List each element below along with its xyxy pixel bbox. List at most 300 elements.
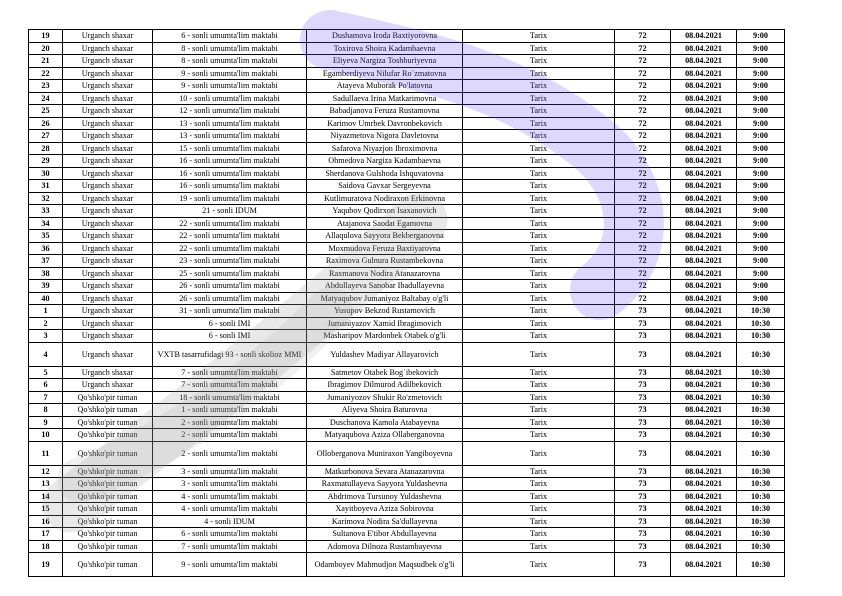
exam-date-cell: 08.04.2021 xyxy=(671,478,737,491)
teacher-name-cell: Ohmedova Nargiza Kadambaevna xyxy=(307,155,463,168)
table-row xyxy=(29,130,785,143)
exam-date-cell: 08.04.2021 xyxy=(671,379,737,392)
exam-time-cell: 9:00 xyxy=(737,205,785,218)
subject-cell: Tarix xyxy=(463,242,615,255)
district-cell: Qo'shko'pir tuman xyxy=(63,540,153,553)
row-number-cell: 12 xyxy=(29,465,63,478)
exam-time-cell: 9:00 xyxy=(737,142,785,155)
teacher-name-cell: Adomova Dilnoza Rustambayevna xyxy=(307,540,463,553)
row-number-cell: 9 xyxy=(29,416,63,429)
exam-date-cell: 08.04.2021 xyxy=(671,42,737,55)
district-cell: Urganch shaxar xyxy=(63,167,153,180)
exam-time-cell: 10:30 xyxy=(737,540,785,553)
district-cell: Urganch shaxar xyxy=(63,230,153,243)
school-cell: 16 - sonli umumta'lim maktabi xyxy=(153,167,307,180)
teacher-name-cell: Xayitboyeva Aziza Sobirovna xyxy=(307,503,463,516)
row-number-cell: 6 xyxy=(29,379,63,392)
group-number-cell: 72 xyxy=(615,130,671,143)
row-number-cell: 31 xyxy=(29,180,63,193)
school-cell: 3 - sonli umumta'lim maktabi xyxy=(153,465,307,478)
table-row xyxy=(29,342,785,366)
row-number-cell: 4 xyxy=(29,342,63,366)
table-row xyxy=(29,105,785,118)
exam-time-cell: 9:00 xyxy=(737,255,785,268)
table-row xyxy=(29,267,785,280)
teacher-name-cell: Duschanova Kamola Atabayevna xyxy=(307,416,463,429)
subject-cell: Tarix xyxy=(463,465,615,478)
subject-cell: Tarix xyxy=(463,305,615,318)
subject-cell: Tarix xyxy=(463,167,615,180)
district-cell: Urganch shaxar xyxy=(63,205,153,218)
subject-cell: Tarix xyxy=(463,42,615,55)
teacher-name-cell: Jumaniyozov Shukir Ro'zmetovich xyxy=(307,391,463,404)
exam-date-cell: 08.04.2021 xyxy=(671,80,737,93)
group-number-cell: 72 xyxy=(615,230,671,243)
row-number-cell: 20 xyxy=(29,42,63,55)
school-cell: VXTB tasarrufidagi 93 - sonli skolioz MMI xyxy=(153,342,307,366)
school-cell: 4 - sonli umumta'lim maktabi xyxy=(153,503,307,516)
subject-cell: Tarix xyxy=(463,317,615,330)
school-cell: 26 - sonli umumta'lim maktabi xyxy=(153,292,307,305)
subject-cell: Tarix xyxy=(463,280,615,293)
row-number-cell: 8 xyxy=(29,404,63,417)
row-number-cell: 10 xyxy=(29,429,63,442)
school-cell: 13 - sonli umumta'lim maktabi xyxy=(153,130,307,143)
teacher-name-cell: Matyaqubov Jumaniyoz Baltabay o'g'li xyxy=(307,292,463,305)
teacher-name-cell: Babadjanova Feruza Rustamovna xyxy=(307,105,463,118)
teacher-name-cell: Masharipov Mardonbek Otabek o'g'li xyxy=(307,330,463,343)
school-cell: 2 - sonli umumta'lim maktabi xyxy=(153,441,307,465)
exam-time-cell: 10:30 xyxy=(737,503,785,516)
teacher-name-cell: Yuldashev Madiyar Allayarovich xyxy=(307,342,463,366)
subject-cell: Tarix xyxy=(463,180,615,193)
exam-date-cell: 08.04.2021 xyxy=(671,217,737,230)
exam-date-cell: 08.04.2021 xyxy=(671,92,737,105)
group-number-cell: 72 xyxy=(615,117,671,130)
school-cell: 7 - sonli umumta'lim maktabi xyxy=(153,540,307,553)
row-number-cell: 1 xyxy=(29,305,63,318)
subject-cell: Tarix xyxy=(463,67,615,80)
row-number-cell: 36 xyxy=(29,242,63,255)
table-row xyxy=(29,280,785,293)
row-number-cell: 5 xyxy=(29,366,63,379)
exam-date-cell: 08.04.2021 xyxy=(671,30,737,43)
row-number-cell: 18 xyxy=(29,540,63,553)
district-cell: Urganch shaxar xyxy=(63,142,153,155)
exam-date-cell: 08.04.2021 xyxy=(671,205,737,218)
exam-time-cell: 10:30 xyxy=(737,379,785,392)
table-row xyxy=(29,330,785,343)
group-number-cell: 72 xyxy=(615,205,671,218)
subject-cell: Tarix xyxy=(463,478,615,491)
exam-date-cell: 08.04.2021 xyxy=(671,55,737,68)
teacher-name-cell: Karimov Umrbek Davronbekovich xyxy=(307,117,463,130)
teacher-name-cell: Olloberganova Muniraxon Yangiboyevna xyxy=(307,441,463,465)
school-cell: 15 - sonli umumta'lim maktabi xyxy=(153,142,307,155)
exam-time-cell: 10:30 xyxy=(737,366,785,379)
exam-date-cell: 08.04.2021 xyxy=(671,342,737,366)
exam-time-cell: 10:30 xyxy=(737,465,785,478)
teacher-name-cell: Ibragimov Dilmurod Adilbekovich xyxy=(307,379,463,392)
row-number-cell: 2 xyxy=(29,317,63,330)
district-cell: Urganch shaxar xyxy=(63,292,153,305)
district-cell: Qo'shko'pir tuman xyxy=(63,490,153,503)
exam-date-cell: 08.04.2021 xyxy=(671,330,737,343)
subject-cell: Tarix xyxy=(463,80,615,93)
school-cell: 9 - sonli umumta'lim maktabi xyxy=(153,553,307,577)
teacher-name-cell: Allaqulova Sayyora Bekberganovna xyxy=(307,230,463,243)
school-cell: 10 - sonli umumta'lim maktabi xyxy=(153,92,307,105)
teacher-name-cell: Yaqubov Qodirxon Isaxanovich xyxy=(307,205,463,218)
table-row xyxy=(29,67,785,80)
exam-date-cell: 08.04.2021 xyxy=(671,416,737,429)
group-number-cell: 73 xyxy=(615,404,671,417)
table-row xyxy=(29,30,785,43)
table-row xyxy=(29,92,785,105)
district-cell: Qo'shko'pir tuman xyxy=(63,528,153,541)
subject-cell: Tarix xyxy=(463,553,615,577)
teacher-name-cell: Eliyeva Nargiza Toshburiyevna xyxy=(307,55,463,68)
group-number-cell: 73 xyxy=(615,528,671,541)
row-number-cell: 34 xyxy=(29,217,63,230)
district-cell: Urganch shaxar xyxy=(63,105,153,118)
exam-date-cell: 08.04.2021 xyxy=(671,280,737,293)
school-cell: 6 - sonli umumta'lim maktabi xyxy=(153,30,307,43)
table-row xyxy=(29,142,785,155)
exam-time-cell: 9:00 xyxy=(737,167,785,180)
school-cell: 2 - sonli umumta'lim maktabi xyxy=(153,429,307,442)
exam-date-cell: 08.04.2021 xyxy=(671,67,737,80)
exam-time-cell: 10:30 xyxy=(737,317,785,330)
school-cell: 8 - sonli umumta'lim maktabi xyxy=(153,42,307,55)
row-number-cell: 24 xyxy=(29,92,63,105)
exam-time-cell: 10:30 xyxy=(737,416,785,429)
exam-time-cell: 10:30 xyxy=(737,478,785,491)
exam-date-cell: 08.04.2021 xyxy=(671,317,737,330)
exam-time-cell: 10:30 xyxy=(737,553,785,577)
row-number-cell: 37 xyxy=(29,255,63,268)
teacher-name-cell: Jumaniyazov Xamid Ibragimovich xyxy=(307,317,463,330)
school-cell: 7 - sonli umumta'lim maktabi xyxy=(153,379,307,392)
exam-time-cell: 10:30 xyxy=(737,429,785,442)
district-cell: Urganch shaxar xyxy=(63,217,153,230)
row-number-cell: 3 xyxy=(29,330,63,343)
school-cell: 21 - sonli IDUM xyxy=(153,205,307,218)
table-row xyxy=(29,292,785,305)
subject-cell: Tarix xyxy=(463,130,615,143)
teacher-name-cell: Matyaqubova Aziza Ollaberganovna xyxy=(307,429,463,442)
exam-time-cell: 9:00 xyxy=(737,55,785,68)
teacher-name-cell: Egamberdiyeva Nilufar Ro`zmatovna xyxy=(307,67,463,80)
group-number-cell: 72 xyxy=(615,42,671,55)
exam-date-cell: 08.04.2021 xyxy=(671,292,737,305)
exam-time-cell: 9:00 xyxy=(737,155,785,168)
group-number-cell: 72 xyxy=(615,67,671,80)
table-row xyxy=(29,478,785,491)
group-number-cell: 73 xyxy=(615,553,671,577)
teacher-name-cell: Aliyeva Shoira Baturovna xyxy=(307,404,463,417)
row-number-cell: 33 xyxy=(29,205,63,218)
row-number-cell: 28 xyxy=(29,142,63,155)
district-cell: Qo'shko'pir tuman xyxy=(63,404,153,417)
school-cell: 25 - sonli umumta'lim maktabi xyxy=(153,267,307,280)
exam-time-cell: 10:30 xyxy=(737,515,785,528)
district-cell: Urganch shaxar xyxy=(63,55,153,68)
exam-time-cell: 9:00 xyxy=(737,42,785,55)
exam-time-cell: 9:00 xyxy=(737,192,785,205)
exam-date-cell: 08.04.2021 xyxy=(671,142,737,155)
teacher-name-cell: Matkurbonova Sevara Atanazarovna xyxy=(307,465,463,478)
teacher-name-cell: Yusupov Bekzod Rustamovich xyxy=(307,305,463,318)
table-row xyxy=(29,180,785,193)
exam-date-cell: 08.04.2021 xyxy=(671,391,737,404)
exam-time-cell: 10:30 xyxy=(737,441,785,465)
row-number-cell: 21 xyxy=(29,55,63,68)
district-cell: Urganch shaxar xyxy=(63,192,153,205)
exam-time-cell: 9:00 xyxy=(737,292,785,305)
exam-date-cell: 08.04.2021 xyxy=(671,255,737,268)
table-row xyxy=(29,155,785,168)
subject-cell: Tarix xyxy=(463,192,615,205)
row-number-cell: 26 xyxy=(29,117,63,130)
row-number-cell: 17 xyxy=(29,528,63,541)
exam-date-cell: 08.04.2021 xyxy=(671,404,737,417)
subject-cell: Tarix xyxy=(463,391,615,404)
subject-cell: Tarix xyxy=(463,441,615,465)
row-number-cell: 39 xyxy=(29,280,63,293)
table-row xyxy=(29,441,785,465)
group-number-cell: 72 xyxy=(615,255,671,268)
school-cell: 3 - sonli umumta'lim maktabi xyxy=(153,478,307,491)
school-cell: 8 - sonli umumta'lim maktabi xyxy=(153,55,307,68)
district-cell: Qo'shko'pir tuman xyxy=(63,465,153,478)
teacher-name-cell: Odamboyev Mahmudjon Maqsudbek o'g'li xyxy=(307,553,463,577)
exam-date-cell: 08.04.2021 xyxy=(671,465,737,478)
exam-time-cell: 9:00 xyxy=(737,280,785,293)
row-number-cell: 32 xyxy=(29,192,63,205)
district-cell: Urganch shaxar xyxy=(63,180,153,193)
table-row xyxy=(29,465,785,478)
table-row xyxy=(29,490,785,503)
school-cell: 9 - sonli umumta'lim maktabi xyxy=(153,67,307,80)
teacher-name-cell: Raximova Gulnura Rustambekovna xyxy=(307,255,463,268)
table-row xyxy=(29,503,785,516)
group-number-cell: 73 xyxy=(615,391,671,404)
group-number-cell: 72 xyxy=(615,167,671,180)
exam-date-cell: 08.04.2021 xyxy=(671,305,737,318)
table-row xyxy=(29,217,785,230)
row-number-cell: 19 xyxy=(29,30,63,43)
teacher-name-cell: Saidova Gavxar Sergeyevna xyxy=(307,180,463,193)
subject-cell: Tarix xyxy=(463,528,615,541)
subject-cell: Tarix xyxy=(463,416,615,429)
row-number-cell: 15 xyxy=(29,503,63,516)
schedule-table xyxy=(28,29,785,577)
district-cell: Qo'shko'pir tuman xyxy=(63,391,153,404)
group-number-cell: 72 xyxy=(615,92,671,105)
group-number-cell: 73 xyxy=(615,515,671,528)
exam-date-cell: 08.04.2021 xyxy=(671,192,737,205)
table-row xyxy=(29,366,785,379)
school-cell: 2 - sonli umumta'lim maktabi xyxy=(153,416,307,429)
school-cell: 16 - sonli umumta'lim maktabi xyxy=(153,180,307,193)
group-number-cell: 73 xyxy=(615,441,671,465)
table-row xyxy=(29,553,785,577)
subject-cell: Tarix xyxy=(463,379,615,392)
exam-date-cell: 08.04.2021 xyxy=(671,441,737,465)
exam-date-cell: 08.04.2021 xyxy=(671,230,737,243)
district-cell: Qo'shko'pir tuman xyxy=(63,416,153,429)
school-cell: 6 - sonli IMI xyxy=(153,317,307,330)
district-cell: Urganch shaxar xyxy=(63,92,153,105)
group-number-cell: 72 xyxy=(615,80,671,93)
exam-date-cell: 08.04.2021 xyxy=(671,180,737,193)
exam-time-cell: 9:00 xyxy=(737,180,785,193)
exam-date-cell: 08.04.2021 xyxy=(671,515,737,528)
subject-cell: Tarix xyxy=(463,155,615,168)
school-cell: 22 - sonli umumta'lim maktabi xyxy=(153,217,307,230)
schedule-table-body xyxy=(29,30,785,577)
exam-date-cell: 08.04.2021 xyxy=(671,429,737,442)
district-cell: Urganch shaxar xyxy=(63,305,153,318)
district-cell: Urganch shaxar xyxy=(63,379,153,392)
school-cell: 13 - sonli umumta'lim maktabi xyxy=(153,117,307,130)
exam-time-cell: 10:30 xyxy=(737,391,785,404)
district-cell: Urganch shaxar xyxy=(63,30,153,43)
row-number-cell: 7 xyxy=(29,391,63,404)
group-number-cell: 73 xyxy=(615,478,671,491)
table-row xyxy=(29,117,785,130)
exam-date-cell: 08.04.2021 xyxy=(671,490,737,503)
school-cell: 26 - sonli umumta'lim maktabi xyxy=(153,280,307,293)
district-cell: Qo'shko'pir tuman xyxy=(63,478,153,491)
subject-cell: Tarix xyxy=(463,205,615,218)
exam-date-cell: 08.04.2021 xyxy=(671,167,737,180)
row-number-cell: 16 xyxy=(29,515,63,528)
row-number-cell: 11 xyxy=(29,441,63,465)
exam-time-cell: 10:30 xyxy=(737,404,785,417)
exam-date-cell: 08.04.2021 xyxy=(671,267,737,280)
district-cell: Urganch shaxar xyxy=(63,280,153,293)
district-cell: Urganch shaxar xyxy=(63,242,153,255)
exam-date-cell: 08.04.2021 xyxy=(671,366,737,379)
exam-date-cell: 08.04.2021 xyxy=(671,242,737,255)
group-number-cell: 73 xyxy=(615,366,671,379)
district-cell: Urganch shaxar xyxy=(63,255,153,268)
teacher-name-cell: Karimova Nodira Sa'dullayevna xyxy=(307,515,463,528)
exam-date-cell: 08.04.2021 xyxy=(671,528,737,541)
subject-cell: Tarix xyxy=(463,490,615,503)
teacher-name-cell: Abdrimova Tursunoy Yuldashevna xyxy=(307,490,463,503)
exam-time-cell: 9:00 xyxy=(737,130,785,143)
teacher-name-cell: Raxmanova Nodira Atanazarovna xyxy=(307,267,463,280)
exam-time-cell: 9:00 xyxy=(737,242,785,255)
subject-cell: Tarix xyxy=(463,267,615,280)
exam-time-cell: 9:00 xyxy=(737,67,785,80)
teacher-name-cell: Safarova Niyazjon Ibroximovna xyxy=(307,142,463,155)
table-row xyxy=(29,391,785,404)
group-number-cell: 72 xyxy=(615,280,671,293)
group-number-cell: 72 xyxy=(615,292,671,305)
exam-date-cell: 08.04.2021 xyxy=(671,117,737,130)
group-number-cell: 73 xyxy=(615,330,671,343)
district-cell: Urganch shaxar xyxy=(63,117,153,130)
exam-time-cell: 10:30 xyxy=(737,490,785,503)
group-number-cell: 73 xyxy=(615,490,671,503)
school-cell: 1 - sonli umumta'lim maktabi xyxy=(153,404,307,417)
school-cell: 4 - sonli IDUM xyxy=(153,515,307,528)
row-number-cell: 40 xyxy=(29,292,63,305)
table-row xyxy=(29,192,785,205)
table-row xyxy=(29,42,785,55)
row-number-cell: 19 xyxy=(29,553,63,577)
school-cell: 31 - sonli umumta'lim maktabi xyxy=(153,305,307,318)
exam-time-cell: 10:30 xyxy=(737,330,785,343)
school-cell: 22 - sonli umumta'lim maktabi xyxy=(153,242,307,255)
group-number-cell: 72 xyxy=(615,180,671,193)
subject-cell: Tarix xyxy=(463,55,615,68)
district-cell: Urganch shaxar xyxy=(63,366,153,379)
teacher-name-cell: Abdullayeva Sanobar Ibadullayevna xyxy=(307,280,463,293)
school-cell: 4 - sonli umumta'lim maktabi xyxy=(153,490,307,503)
teacher-name-cell: Atajanova Saodat Egamovna xyxy=(307,217,463,230)
row-number-cell: 22 xyxy=(29,67,63,80)
table-row xyxy=(29,515,785,528)
group-number-cell: 73 xyxy=(615,503,671,516)
subject-cell: Tarix xyxy=(463,366,615,379)
school-cell: 6 - sonli umumta'lim maktabi xyxy=(153,528,307,541)
teacher-name-cell: Sultanova E'tibor Abdullayevna xyxy=(307,528,463,541)
group-number-cell: 73 xyxy=(615,540,671,553)
district-cell: Urganch shaxar xyxy=(63,130,153,143)
exam-time-cell: 9:00 xyxy=(737,217,785,230)
school-cell: 19 - sonli umumta'lim maktabi xyxy=(153,192,307,205)
teacher-name-cell: Toxirova Shoira Kadambaevna xyxy=(307,42,463,55)
group-number-cell: 73 xyxy=(615,465,671,478)
group-number-cell: 73 xyxy=(615,379,671,392)
school-cell: 9 - sonli umumta'lim maktabi xyxy=(153,80,307,93)
table-row xyxy=(29,55,785,68)
district-cell: Qo'shko'pir tuman xyxy=(63,503,153,516)
subject-cell: Tarix xyxy=(463,429,615,442)
group-number-cell: 72 xyxy=(615,192,671,205)
group-number-cell: 73 xyxy=(615,416,671,429)
exam-date-cell: 08.04.2021 xyxy=(671,105,737,118)
district-cell: Urganch shaxar xyxy=(63,80,153,93)
exam-time-cell: 9:00 xyxy=(737,30,785,43)
subject-cell: Tarix xyxy=(463,105,615,118)
row-number-cell: 13 xyxy=(29,478,63,491)
table-row xyxy=(29,80,785,93)
subject-cell: Tarix xyxy=(463,330,615,343)
subject-cell: Tarix xyxy=(463,142,615,155)
group-number-cell: 73 xyxy=(615,342,671,366)
district-cell: Urganch shaxar xyxy=(63,42,153,55)
teacher-name-cell: Kutlimuratova Nodiraxon Erkinovna xyxy=(307,192,463,205)
group-number-cell: 72 xyxy=(615,30,671,43)
group-number-cell: 72 xyxy=(615,267,671,280)
teacher-name-cell: Sherdanova Gulshoda Ishquvatovna xyxy=(307,167,463,180)
table-row xyxy=(29,540,785,553)
subject-cell: Tarix xyxy=(463,30,615,43)
district-cell: Qo'shko'pir tuman xyxy=(63,553,153,577)
row-number-cell: 27 xyxy=(29,130,63,143)
exam-date-cell: 08.04.2021 xyxy=(671,130,737,143)
district-cell: Qo'shko'pir tuman xyxy=(63,515,153,528)
group-number-cell: 73 xyxy=(615,429,671,442)
subject-cell: Tarix xyxy=(463,255,615,268)
school-cell: 7 - sonli umumta'lim maktabi xyxy=(153,366,307,379)
